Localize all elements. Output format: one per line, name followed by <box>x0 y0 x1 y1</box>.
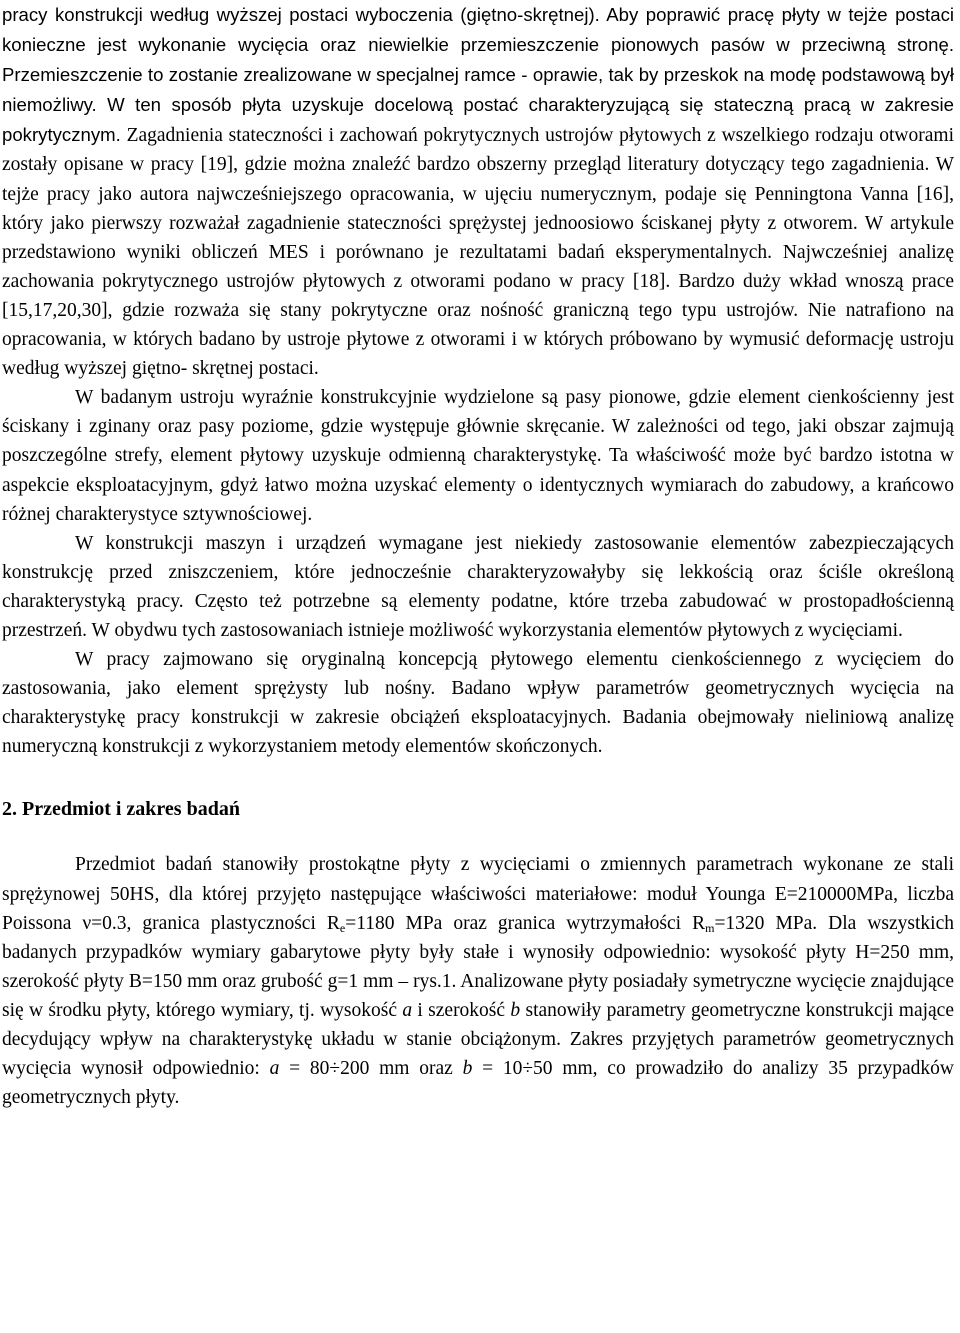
subscript-m: m <box>705 920 715 935</box>
variable-a: a <box>402 999 413 1021</box>
spacer <box>2 824 954 850</box>
paragraph-5-text: =1320 MPa. Dla wszystkich badanych przypadków wymiary gabarytowe płyty były stałe i wynosiły odpowiednio: wysokość płyty H=250 mm, szerokość płyty B=150 mm oraz grubość g=1 mm – rys.1. Analizowane płyty posiadały symetryczne wycięcie znajdujące się w środku płyty, którego wymiary, tj. wysokość <box>2 912 954 1021</box>
paragraph-5-text: = 10÷50 mm, co prowadziło do analizy 35 przypadków geometrycznych płyty. <box>2 1058 954 1109</box>
spacer <box>2 761 954 795</box>
subscript-e: e <box>339 920 346 935</box>
paragraph-4: W pracy zajmowano się oryginalną koncepcją płytowego elementu cienkościennego z wycięciem do zastosowania, jako element sprężysty lub nośny. Badano wpływ parametrów geometrycznych wycięcia na charakterystykę pracy konstrukcji w zakresie obciążeń eksploatacyjnych. Badania obejmowały nieliniową analizę numeryczną konstrukcji z wykorzystaniem metody elementów skończonych. <box>2 649 954 758</box>
paragraph-1 <box>2 0 954 383</box>
paragraph-5-text: Przedmiot badań stanowiły prostokątne płyty z wycięciami o zmiennych parametrach wykonane ze stali sprężynowej 50HS, dla której przyjęto następujące właściwości materiałowe: moduł Younga E=210000MPa, liczba Poissona ν=0.3, granica plastyczności R <box>2 854 954 934</box>
paragraph-5-text: stanowiły parametry geometryczne konstrukcji mające decydujący wpływ na charakterystykę układu w stanie obciążonym. Zakres przyjętych parametrów geometrycznych wycięcia wynosił odpowiednio: <box>2 999 954 1080</box>
paragraph-5-text: i szerokość <box>412 999 511 1021</box>
paragraph-2: W badanym ustroju wyraźnie konstrukcyjnie wydzielone są pasy pionowe, gdzie element cienkościenny jest ściskany i zginany oraz pasy poziome, gdzie występuje głównie skręcanie. W zależności od tego, jaki obszar zajmują poszczególne strefy, element płytowy uzyskuje odmienną charakterystykę. Ta właściwość może być bardzo istotna w aspekcie eksploatacyjnym, gdyż łatwo można uzyskać elementy o identycznych wymiarach do zabudowy, a krańcowo różnej charakterystyce sztywnościowej. <box>2 387 954 525</box>
paragraph-3: W konstrukcji maszyn i urządzeń wymagane jest niekiedy zastosowanie elementów zabezpieczających konstrukcję przed zniszczeniem, które jednocześnie charakteryzowałyby się lekkością oraz ściśle określoną charakterystyką pracy. Często też potrzebne są elementy podatne, które trzeba zabudować w prostopadłościenną przestrzeń. W obydwu tych zastosowaniach istnieje możliwość wykorzystania elementów płytowych z wycięciami. <box>2 532 954 641</box>
paragraph-5-text: = 80÷200 mm oraz <box>279 1058 463 1080</box>
paragraph-5-text: =1180 MPa oraz granica wytrzymałości R <box>345 912 706 934</box>
paragraph-1-sans-text: pracy konstrukcji według wyższej postaci wyboczenia (giętno-skrętnej). Aby poprawić pracę płyty w tejże postaci konieczne jest wykonanie wycięcia oraz niewielkie przemieszczenie pionowych pasów w przeciwną stronę. Przemieszczenie to zostanie zrealizowane w specjalnej ramce - oprawie, tak by przeskok na modę podstawową był niemożliwy. W ten sposób płyta uzyskuje docelową postać charakteryzującą się stateczną pracą w zakresie pokrytycznym. <box>2 4 954 146</box>
section-heading: 2. Przedmiot i zakres badań <box>2 798 240 821</box>
variable-b: b <box>510 999 521 1021</box>
paragraph-5 <box>2 850 954 1112</box>
paragraph-1-serif-text: Zagadnienia stateczności i zachowań pokrytycznych ustrojów płytowych z wszelkiego rodzaju otworami zostały opisane w pracy [19], gdzie można znaleźć bardzo obszerny przegląd literatury dotyczący tego zagadnienia. W tejże pracy jako autora najwcześniejszego opracowania, w ujęciu numerycznym, podaje się Penningtona Vanna [16], który jako pierwszy rozważał zagadnienie stateczności sprężystej jednoosiowo ściskanej płyty z otworem. W artykule przedstawiono wyniki obliczeń MES i porównano je rezultatami badań eksperymentalnych. Najwcześniej analizę zachowania pokrytycznego ustrojów płytowych z otworami podano w pracy [18]. Bardzo duży wkład wnoszą prace [15,17,20,30], gdzie rozważa się stany pokrytyczne oraz nośność graniczną tego typu ustrojów. Nie natrafiono na opracowania, w których badano by ustroje płytowe z otworami i w których próbowano by wymusić deformację ustroju według wyższej giętno- skrętnej postaci. <box>2 125 954 380</box>
variable-b: b <box>462 1058 473 1080</box>
variable-a: a <box>269 1058 280 1080</box>
